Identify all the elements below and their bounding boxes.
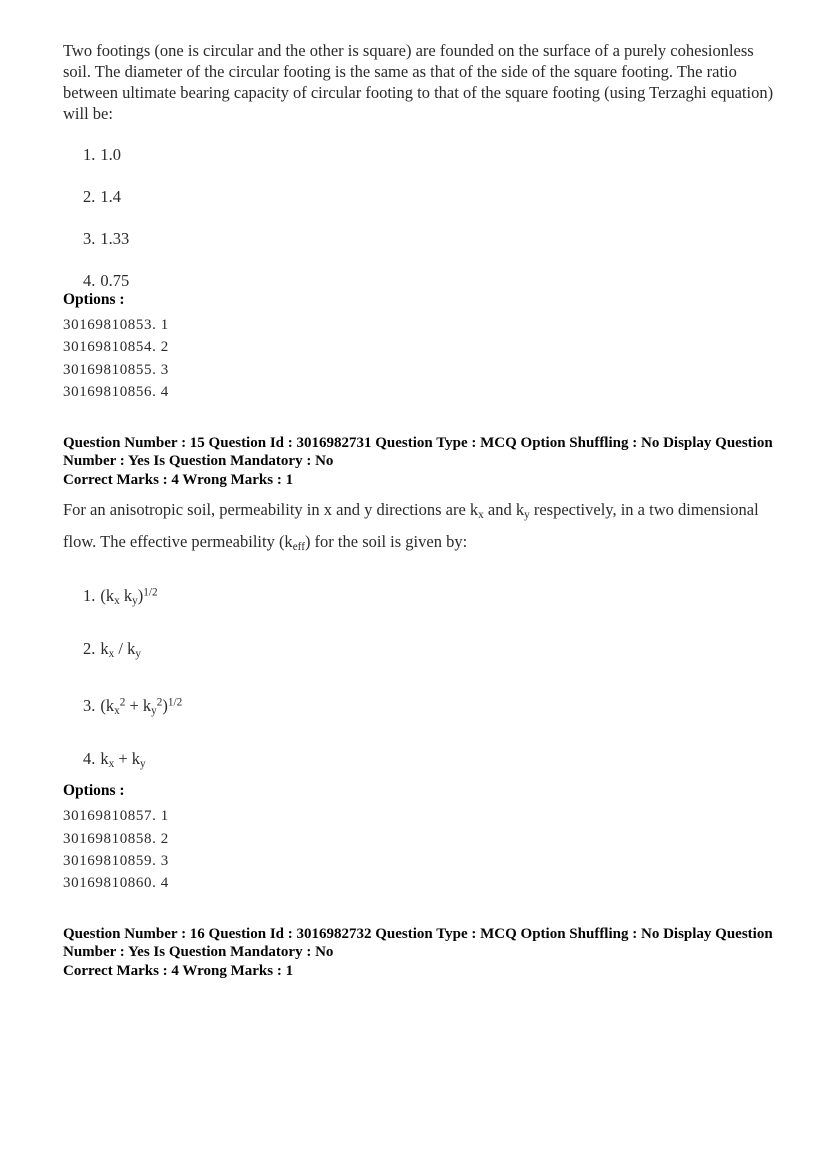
- choice-text: 1.33: [100, 229, 130, 248]
- choice-number: 3.: [83, 695, 96, 715]
- question-15-meta: [63, 434, 780, 489]
- option-id-row: 30169810854. 2: [63, 339, 169, 356]
- question-15-option-ids: [63, 805, 780, 894]
- choice-text: 0.75: [100, 271, 130, 290]
- question-15-choices: [83, 582, 780, 774]
- option-id-row: 30169810853. 1: [63, 317, 169, 333]
- choice-number: 4.: [83, 271, 96, 290]
- choice-item: [83, 749, 780, 774]
- choice-item: [83, 230, 780, 247]
- choice-number: 2.: [83, 639, 96, 659]
- question-16-block: [63, 925, 780, 980]
- question-14-body: Two footings (one is circular and the other is square) are founded on the surface of a purely cohesionless soil. The diameter of the circular footing is the same as that of the side of the square footing. The ratio between ultimate bearing capacity of circular footing to that of the square footing (using Terzaghi equation) will be:: [63, 41, 774, 123]
- choice-formula: $k_x / k_y$: [100, 639, 141, 661]
- option-id-row: 30169810860. 4: [63, 875, 169, 892]
- choice-item: [83, 639, 780, 664]
- choice-text: 1.0: [100, 145, 121, 164]
- choice-item: [83, 188, 780, 205]
- option-id-row: 30169810858. 2: [63, 830, 169, 847]
- question-14-block: [63, 40, 780, 403]
- choice-item: [83, 692, 780, 721]
- question-15-body: For an anisotropic soil, permeability in x and y directions are $k_x$ and $k_y$ respectively, in a two dimensional flow. The effective permeability $(k_{eff})$ for the soil is given by:: [63, 500, 759, 553]
- option-id-row: 30169810855. 3: [63, 361, 169, 378]
- choice-number: 3.: [83, 229, 96, 248]
- choice-formula: $(k_x^2 + k_y^2)^{1/2}$: [100, 695, 183, 718]
- choice-formula: ($k_x$ $k_y)^{1/2}$: [100, 586, 158, 608]
- question-14-option-ids: [63, 314, 780, 403]
- question-16-meta: [63, 925, 780, 980]
- choice-item: [83, 582, 780, 611]
- option-id-row: 30169810857. 1: [63, 808, 169, 825]
- question-marks-line: Correct Marks : 4 Wrong Marks : 1: [63, 472, 294, 489]
- option-id-row: 30169810856. 4: [63, 383, 169, 400]
- question-meta-line: Question Number : 15 Question Id : 3016982731 Question Type : MCQ Option Shuffling : No Display Question Number : Yes Is Question Mandatory : No: [63, 435, 773, 470]
- choice-item: [83, 146, 780, 163]
- choice-number: 1.: [83, 145, 96, 164]
- question-marks-line: Correct Marks : 4 Wrong Marks : 1: [63, 963, 294, 980]
- choice-formula: $k_x + k_y$: [100, 749, 146, 771]
- options-label: Options :: [63, 291, 125, 308]
- choice-number: 1.: [83, 586, 96, 606]
- choice-text: 1.4: [100, 187, 121, 206]
- question-15-block: [63, 434, 780, 894]
- question-14-choices: [83, 146, 780, 289]
- question-meta-line: Question Number : 16 Question Id : 3016982732 Question Type : MCQ Option Shuffling : No Display Question Number : Yes Is Question Mandatory : No: [63, 926, 773, 961]
- option-id-row: 30169810859. 3: [63, 852, 169, 869]
- choice-number: 2.: [83, 187, 96, 206]
- options-label: Options :: [63, 782, 125, 800]
- choice-item: [83, 272, 780, 289]
- choice-number: 4.: [83, 749, 96, 769]
